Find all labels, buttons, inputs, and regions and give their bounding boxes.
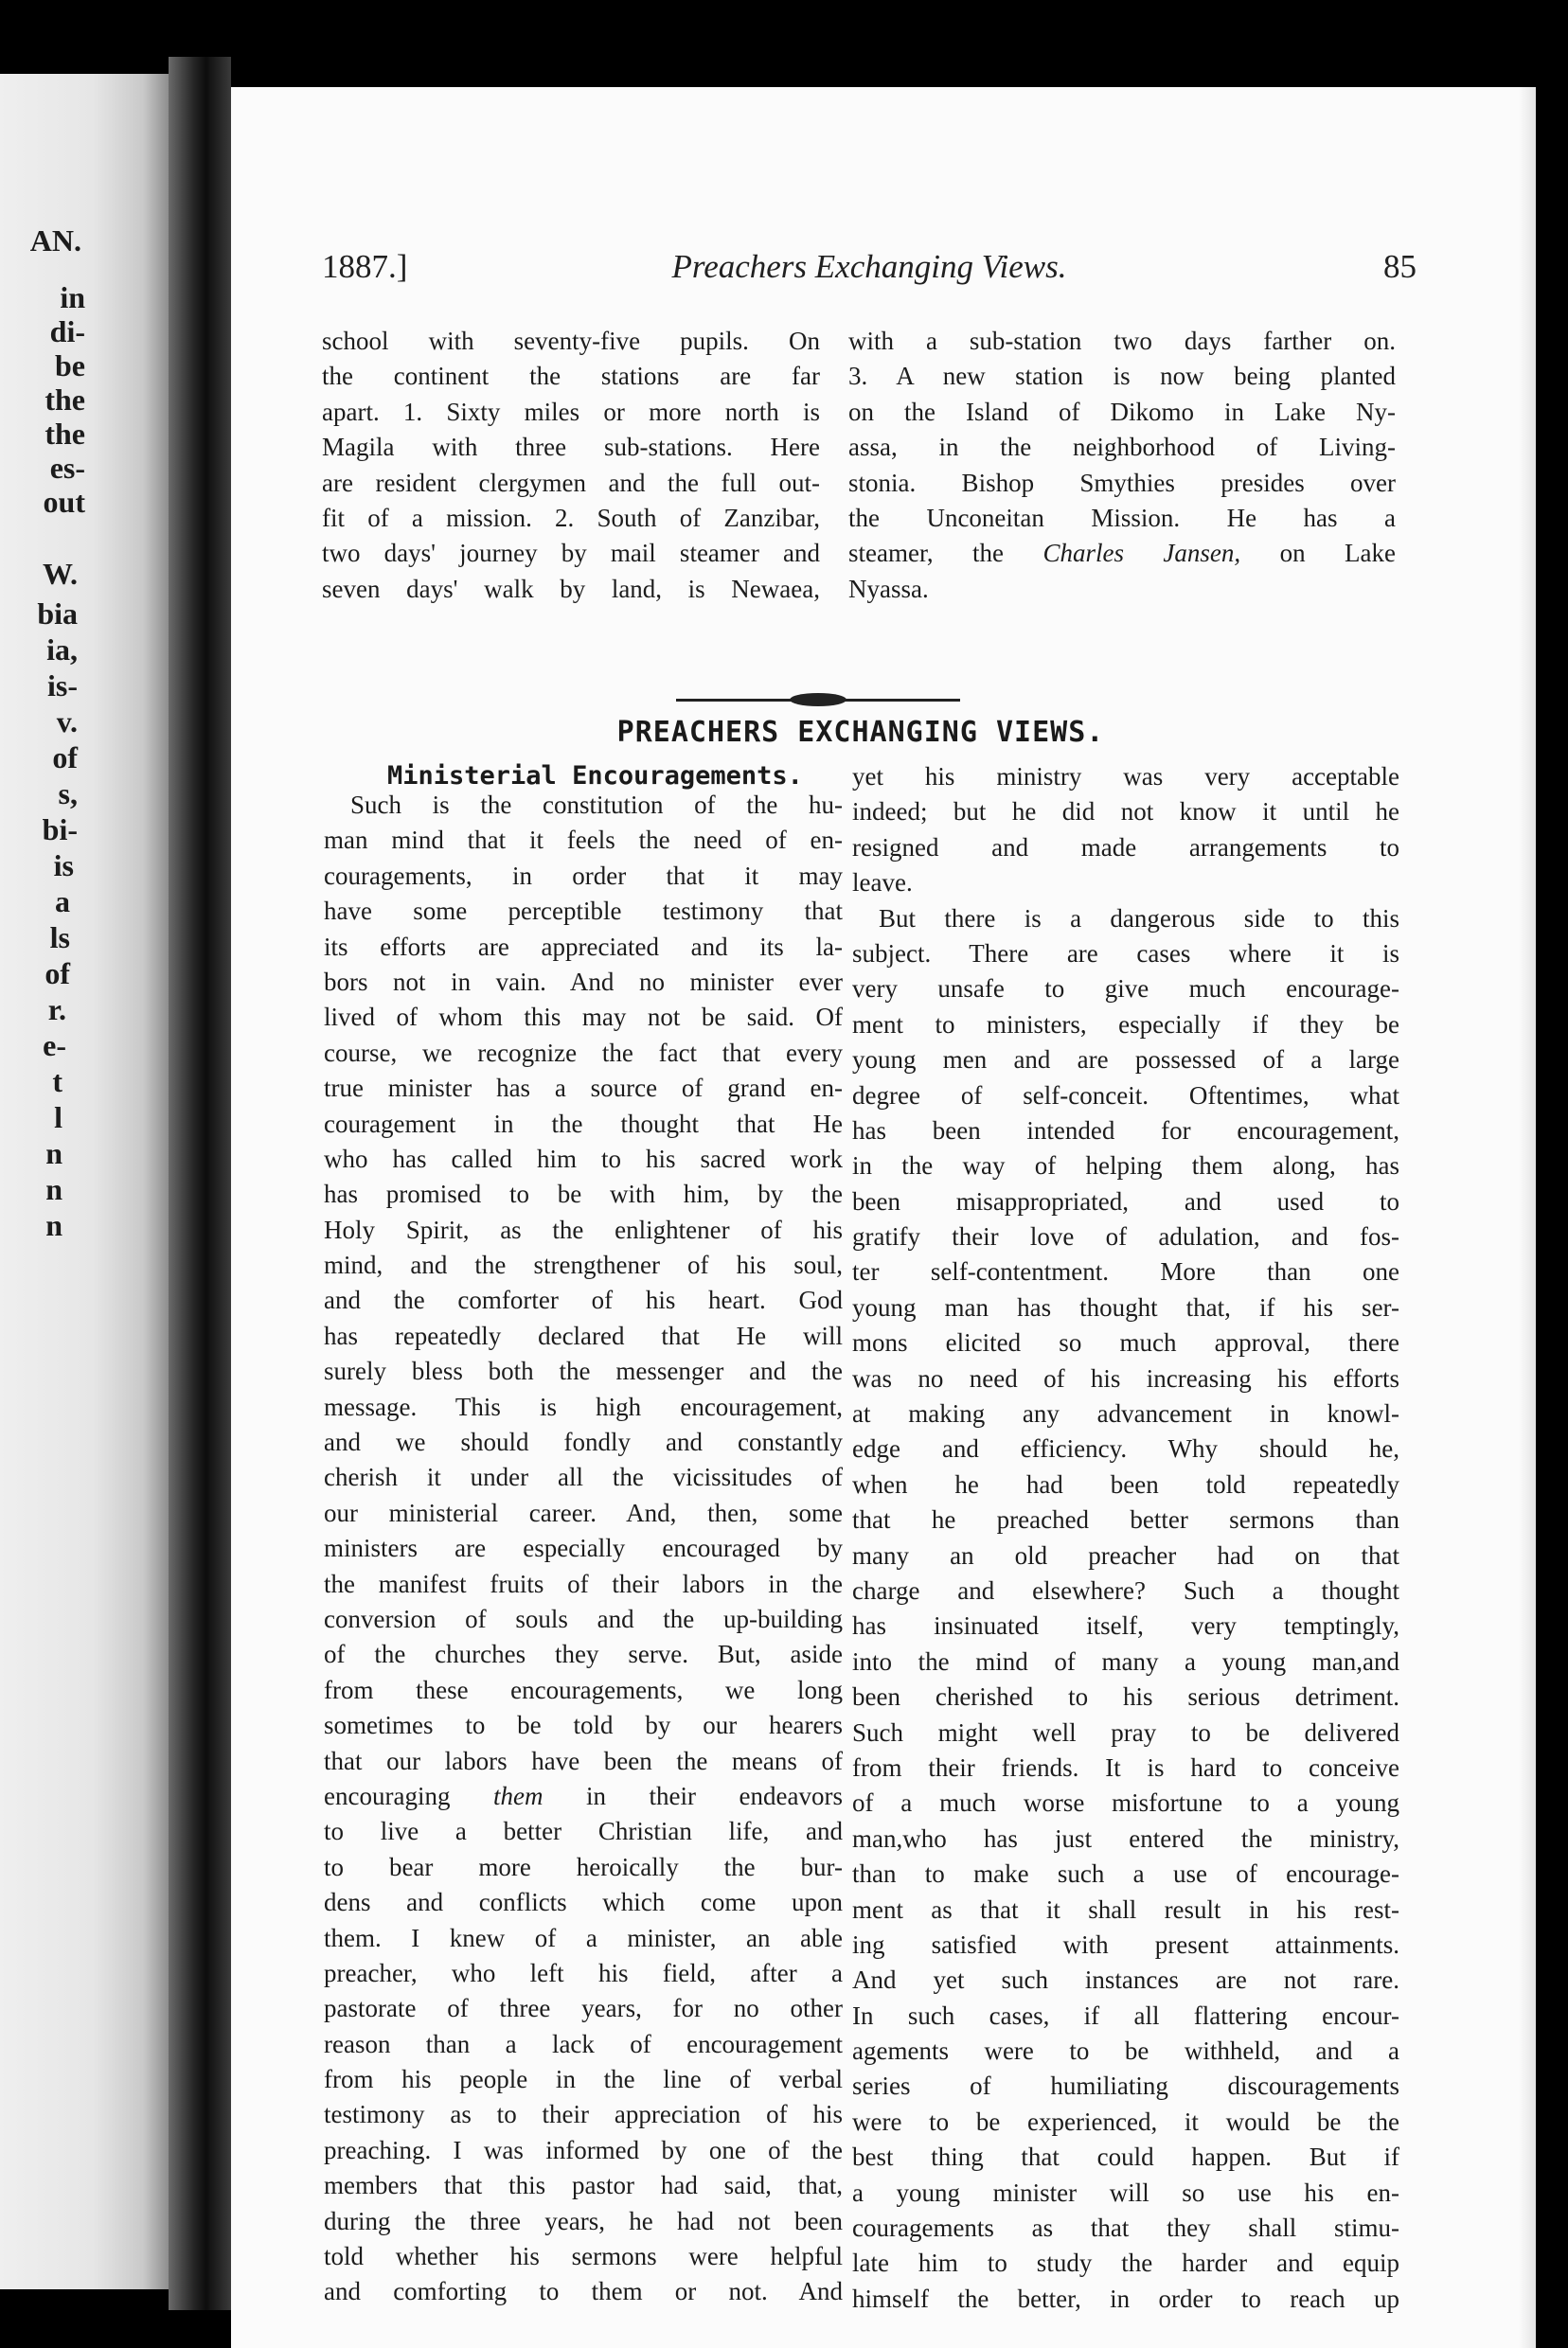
text-line: of the churches they serve. But, aside — [324, 1640, 843, 1669]
text-fragment: steamer, the — [848, 539, 1005, 568]
text-line: from his people in the line of verbal — [324, 2065, 843, 2094]
text-line: the continent the stations are far — [322, 362, 820, 391]
text-fragment: on Lake — [1279, 539, 1396, 568]
text-line: leave. — [852, 868, 913, 898]
margin-fragment: in — [60, 280, 85, 314]
page-number: 85 — [1383, 248, 1417, 285]
text-line: best thing that could happen. But if — [852, 2143, 1399, 2172]
margin-fragment: is- — [47, 668, 78, 703]
article-subheading: Ministerial Encouragements. — [387, 761, 803, 791]
text-line: has been intended for encouragement, — [852, 1115, 1399, 1145]
margin-fragment: ia, — [46, 632, 78, 667]
text-line: to live a better Christian life, and — [324, 1817, 843, 1846]
text-line: course, we recognize the fact that every — [324, 1038, 843, 1067]
text-line: edge and efficiency. Why should he, — [852, 1434, 1399, 1464]
text-line: cherish it under all the vicissitudes of — [324, 1463, 843, 1492]
text-line: seven days' walk by land, is Newaea, — [322, 574, 820, 603]
margin-fragment: n — [45, 1208, 62, 1242]
text-line: couragements, in order that it may — [324, 861, 843, 890]
text-line: a young minister will so use his en- — [852, 2178, 1399, 2207]
text-line: its efforts are appreciated and its la- — [324, 932, 843, 961]
text-line: mind, and the strengthener of his soul, — [324, 1251, 843, 1280]
text-line: members that this pastor had said, that, — [324, 2171, 843, 2200]
margin-fragment: l — [54, 1100, 62, 1134]
text-line: ment to ministers, especially if they be — [852, 1009, 1399, 1039]
text-line: testimony as to their appreciation of his — [324, 2100, 843, 2129]
text-line — [324, 1779, 843, 1814]
margin-fragment: di- — [49, 314, 85, 348]
text-line: was no need of his increasing his efforts — [852, 1363, 1399, 1393]
text-line: message. This is high encouragement, — [324, 1392, 843, 1421]
text-line: dens and conflicts which come upon — [324, 1888, 843, 1917]
text-line: been misappropriated, and used to — [852, 1186, 1399, 1216]
text-line: has repeatedly declared that He will — [324, 1321, 843, 1350]
text-line: on the Island of Dikomo in Lake Ny- — [848, 397, 1396, 426]
text-line: series of humiliating discouragements — [852, 2072, 1399, 2101]
text-line: two days' journey by mail steamer and — [322, 539, 820, 568]
text-line: young man has thought that, if his ser- — [852, 1292, 1399, 1322]
text-line: indeed; but he did not know it until he — [852, 797, 1399, 827]
text-line: them. I knew of a minister, an able — [324, 1923, 843, 1952]
text-line: our ministerial career. And, then, some — [324, 1498, 843, 1527]
text-line: and we should fondly and constantly — [324, 1428, 843, 1457]
text-line: have some perceptible testimony that — [324, 897, 843, 926]
text-line: degree of self-conceit. Oftentimes, what — [852, 1080, 1399, 1110]
text-line: that our labors have been the means of — [324, 1746, 843, 1775]
text-line: reason than a lack of encouragement — [324, 2029, 843, 2058]
top-left-column — [322, 324, 820, 607]
text-line: preacher, who left his field, after a — [324, 1958, 843, 1987]
text-fragment: encouraging — [324, 1781, 451, 1810]
text-line: when he had been told repeatedly — [852, 1469, 1399, 1499]
text-line — [848, 536, 1396, 571]
running-head-title: Preachers Exchanging Views. — [671, 248, 1067, 285]
margin-fragment: of — [45, 956, 70, 990]
margin-fragment: W. — [42, 557, 78, 591]
text-fragment: in their endeavors — [586, 1781, 843, 1810]
text-line: from their friends. It is hard to conceive — [852, 1752, 1399, 1782]
text-line: sometimes to be told by our hearers — [324, 1711, 843, 1740]
text-line: the manifest fruits of their labors in the — [324, 1569, 843, 1598]
text-line: has promised to be with him, by the — [324, 1180, 843, 1209]
text-line: surely bless both the messenger and the — [324, 1357, 843, 1386]
text-line: gratify their love of adulation, and fos- — [852, 1222, 1399, 1252]
text-line: preaching. I was informed by one of the — [324, 2135, 843, 2164]
text-line: In such cases, if all flattering encour- — [852, 2001, 1399, 2030]
book-page — [231, 87, 1536, 2348]
text-line: and the comforter of his heart. God — [324, 1286, 843, 1315]
margin-fragment: is — [53, 848, 74, 882]
left-facing-page — [0, 74, 169, 2289]
text-line: man,who has just entered the ministry, — [852, 1823, 1399, 1853]
text-line: that he preached better sermons than — [852, 1505, 1399, 1535]
margin-fragment: AN. — [29, 223, 81, 258]
text-line: bors not in vain. And no minister ever — [324, 967, 843, 996]
text-line: ment as that it shall result in his rest- — [852, 1894, 1399, 1924]
text-line: yet his ministry was very acceptable — [852, 762, 1399, 791]
text-line: has insinuated itself, very temptingly, — [852, 1611, 1399, 1641]
text-line: ministers are especially encouraged by — [324, 1534, 843, 1563]
text-line: man mind that it feels the need of en- — [324, 826, 843, 855]
margin-fragment: a — [55, 884, 70, 918]
margin-fragment: be — [55, 348, 85, 382]
margin-fragment: v. — [56, 704, 78, 738]
text-line: are resident clergymen and the full out- — [322, 468, 820, 497]
margin-fragment: of — [52, 740, 78, 774]
text-line: conversion of souls and the up-building — [324, 1604, 843, 1633]
main-right-column — [852, 759, 1399, 2317]
emphasis-them: them — [492, 1781, 543, 1810]
text-line: Such might well pray to be delivered — [852, 1717, 1399, 1747]
text-line: agements were to be withheld, and a — [852, 2037, 1399, 2066]
text-line: But there is a dangerous side to this — [879, 903, 1399, 933]
text-line: 3. A new station is now being planted — [848, 362, 1396, 391]
text-line: than to make such a use of encourage- — [852, 1859, 1399, 1889]
text-line: fit of a mission. 2. South of Zanzibar, — [322, 503, 820, 532]
margin-fragment: e- — [43, 1028, 66, 1062]
text-line: of a much worse misfortune to a young — [852, 1788, 1399, 1818]
text-line: Nyassa. — [848, 574, 929, 603]
margin-fragment: r. — [47, 992, 66, 1026]
margin-fragment: out — [43, 485, 85, 519]
section-heading: PREACHERS EXCHANGING VIEWS. — [616, 716, 1105, 749]
text-line: been cherished to his serious detriment. — [852, 1682, 1399, 1712]
text-line: at making any advancement in knowl- — [852, 1399, 1399, 1429]
text-line: Magila with three sub-stations. Here — [322, 433, 820, 462]
text-line: late him to study the harder and equip — [852, 2249, 1399, 2278]
text-line: subject. There are cases where it is — [852, 938, 1399, 968]
top-right-column — [848, 324, 1396, 607]
text-line: ing satisfied with present attainments. — [852, 1930, 1399, 1959]
book-gutter — [169, 57, 231, 2310]
main-left-column — [324, 788, 843, 2310]
text-line: young men and are possessed of a large — [852, 1045, 1399, 1075]
page-edge-shadow — [1519, 87, 1536, 2348]
text-line: from these encouragements, we long — [324, 1675, 843, 1704]
text-line: who has called him to his sacred work — [324, 1144, 843, 1173]
text-line: into the mind of many a young man,and — [852, 1646, 1399, 1676]
text-line: school with seventy-five pupils. On — [322, 327, 820, 355]
margin-fragment: t — [52, 1064, 62, 1098]
text-line: the Unconeitan Mission. He has a — [848, 503, 1396, 532]
ship-name: Charles Jansen, — [1042, 539, 1241, 568]
ornamental-rule — [676, 699, 960, 702]
text-line: were to be experienced, it would be the — [852, 2107, 1399, 2136]
margin-fragment: ls — [49, 920, 70, 954]
text-line: apart. 1. Sixty miles or more north is — [322, 397, 820, 426]
text-line: himself the better, in order to reach up — [852, 2284, 1399, 2313]
margin-fragment: n — [45, 1172, 62, 1206]
text-line: resigned and made arrangements to — [852, 832, 1399, 862]
text-line: true minister has a source of grand en- — [324, 1074, 843, 1103]
text-line: charge and elsewhere? Such a thought — [852, 1575, 1399, 1605]
text-line: Holy Spirit, as the enlightener of his — [324, 1215, 843, 1244]
text-line: in the way of helping them along, has — [852, 1151, 1399, 1181]
margin-fragment: the — [45, 417, 85, 451]
margin-fragment: bia — [37, 596, 78, 631]
text-line: And yet such instances are not rare. — [852, 1966, 1399, 1995]
text-line: mons elicited so much approval, there — [852, 1328, 1399, 1358]
running-head-year: 1887.] — [322, 248, 408, 285]
text-line: many an old preacher had on that — [852, 1540, 1399, 1570]
text-line: stonia. Bishop Smythies presides over — [848, 468, 1396, 497]
text-line: lived of whom this may not be said. Of — [324, 1003, 843, 1032]
margin-fragment: bi- — [42, 812, 78, 846]
text-line: couragements as that they shall stimu- — [852, 2214, 1399, 2243]
text-line: very unsafe to give much encourage- — [852, 974, 1399, 1004]
text-line: during the three years, he had not been — [324, 2206, 843, 2235]
running-head — [322, 248, 1417, 295]
text-line: assa, in the neighborhood of Living- — [848, 433, 1396, 462]
text-line: told whether his sermons were helpful — [324, 2242, 843, 2271]
text-line: ter self-contentment. More than one — [852, 1257, 1399, 1287]
text-line: to bear more heroically the bur- — [324, 1852, 843, 1881]
text-line: pastorate of three years, for no other — [324, 1994, 843, 2023]
margin-fragment: s, — [58, 776, 78, 810]
text-line: with a sub-station two days farther on. — [848, 327, 1396, 355]
margin-fragment: es- — [49, 451, 85, 485]
text-line: and comforting to them or not. And — [324, 2277, 843, 2306]
margin-fragment: n — [45, 1136, 62, 1170]
margin-fragment: the — [45, 382, 85, 417]
text-line: couragement in the thought that He — [324, 1109, 843, 1138]
text-line: Such is the constitution of the hu- — [350, 791, 843, 819]
